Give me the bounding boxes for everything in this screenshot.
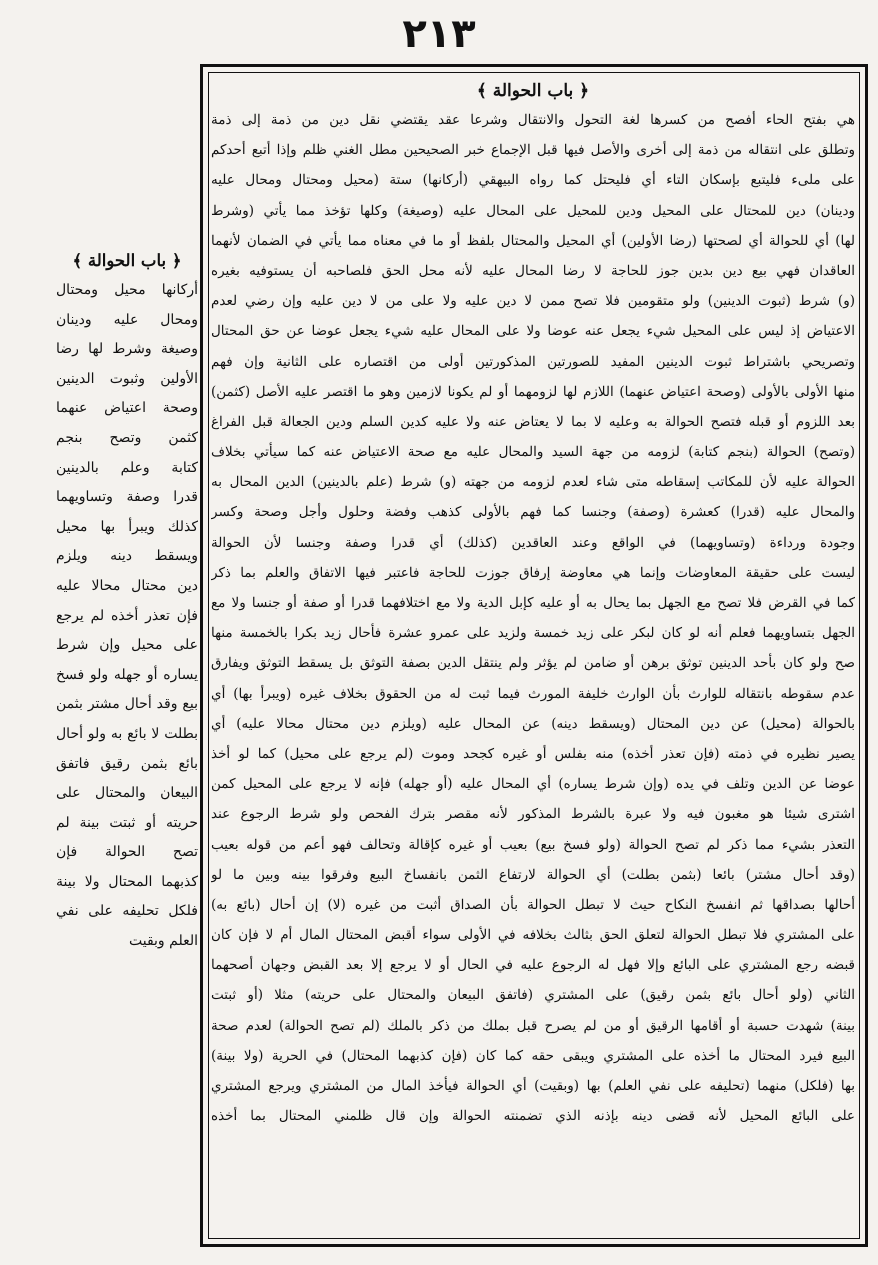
main-text-line: اشترى شيئا هو مغبون فيه ولا عبرة بالشرط المذكور لأنه مقصر بترك الفحص ولو شرط الرجوع عند bbox=[211, 806, 855, 823]
main-text-line: كما في القرض فلا تصح مع الجهل بما يحال به أو عليه كإبل الدية ولا مع اختلافهما قدرا أو صفة أو جنسا ولا مع bbox=[211, 595, 855, 611]
margin-text-line: يساره أو جهله ولو فسخ bbox=[56, 666, 198, 683]
main-text-line: وتطلق على انتقاله من ذمة إلى أخرى والأصل فيها قبل الإجماع خبر الصحيحين مطل الغني ظلم وإذا أتبع أحدكم bbox=[211, 142, 855, 159]
margin-text-line: البيعان والمحتال على bbox=[56, 785, 198, 802]
main-text-line: (وتصح) الحوالة (بنجم كتابة) لزومه من جهة السيد والمحال عليه مع صحة الاعتياض عنه كما سيأتي بخلاف bbox=[211, 444, 855, 461]
margin-text-line: بطلت لا بائع به ولو أحال bbox=[56, 725, 198, 742]
main-text-line: الجهل بتساويهما فعلم أنه لو كان لبكر على زيد خمسة ولزيد على عمرو عشرة فأحال زيد بكرا بالخمسة منها bbox=[211, 625, 855, 642]
margin-text-line: كثمن وتصح بنجم bbox=[56, 429, 198, 446]
main-text-line: عوضا عن الدين وتلف في يده (وإن شرط يساره) أي المحال عليه (أو جهله) فإنه لا يرجع على المحيل كمن bbox=[211, 776, 855, 793]
main-text-line: بالحوالة (محيل) عن دين المحتال (ويسقط دينه) عن المحال عليه (ويلزم دين محتال محالا عليه) أي bbox=[211, 715, 855, 732]
main-text-line: الثاني (ولو أحال بائع بثمن رقيق) على المشتري (فاتفق البيعان والمحتال على حريته) مثلا (أو ثبتت bbox=[211, 987, 855, 1004]
margin-text-line: فإن تعذر أخذه لم يرجع bbox=[56, 607, 198, 624]
main-text-line: ليست على حقيقة المعاوضات وإنما هي معاوضة إرفاق جوزت للحاجة فاعتبر فيها الاتفاق والعلم بما ذكر bbox=[211, 564, 855, 581]
main-text-line: يصير نظيره في ذمته (فإن تعذر أخذه) منه بفلس أو غيره كجحد وموت (لم يرجع على محيل) كما لو أخذ bbox=[211, 745, 855, 762]
main-text-line: وتصريحي باشتراط ثبوت الدينين المفيد للصورتين المذكورتين أولى من اقتصاره على الثانية وإن فهم bbox=[211, 353, 855, 370]
margin-text-line: أركانها محيل ومحتال bbox=[56, 282, 198, 298]
main-text-line: الاعتياض إذ ليس على المحيل شيء يجعل عنه عوضا ولا على المحال عليه شيء يجعل عوضا عن حق المحتال bbox=[211, 323, 855, 340]
main-text-line: قبضه رجع المشتري على البائع وإلا فهل له الرجوع عليه في الحال أو لا يرجع إلا بعد القبض وجهان أصحهما bbox=[211, 957, 855, 974]
main-text-line: لها) أي للحوالة أي لصحتها (رضا الأولين) أي المحيل والمحتال بلفظ أو ما في معناه مما يأتي في الضمان لأنهما bbox=[211, 232, 855, 249]
main-text-line: والمحال عليه (قدرا) كعشرة (وصفة) وجنسا كما فهم بالأولى كذهب وفضة وحلول وأجل وصحة وكسر bbox=[211, 504, 855, 521]
margin-text-line: تصح الحوالة فإن bbox=[56, 844, 198, 861]
main-text-line: العاقدان فهي بيع دين بدين جوز للحاجة لا رضا المحال عليه لأنه محل الحق فلصاحبه أن يستوفيه بغيره bbox=[211, 262, 855, 279]
margin-text-line: فلكل تحليفه على نفي bbox=[56, 903, 198, 920]
main-text-body bbox=[211, 105, 855, 1131]
main-text-line: بينة) شهدت حسبة أو أقامها الرقيق أو من لم يصرح قبل بملك من ذكر بالملك (لم تصح الحوالة) لعدم صحة bbox=[211, 1017, 855, 1034]
margin-text-line: على محيل وإن شرط bbox=[56, 637, 198, 654]
main-text-line: على المشتري فلا تبطل الحوالة لتعلق الحق بثالث بخلافه في الأولى سواء أقبض المحتال المال أم لا فإن كان bbox=[211, 927, 855, 944]
margin-text-line: وصحة اعتياض عنهما bbox=[56, 400, 198, 417]
main-text-line: بعد اللزوم أو قبله فتصح الحوالة به وعليه لا بما لا يعتاض عنه ولا عليه كدين السلم ودين الجعالة قبل الفراغ bbox=[211, 413, 855, 430]
main-text-line: منها الأولى بالأولى (وصحة اعتياض عنهما) اللازم لها لزومهما أو لم يكونا لازمين وهو ما اقتصر عليه الأصل (كثمن) bbox=[211, 383, 855, 400]
main-text-line: على ملىء فليتبع بإسكان التاء أي فليحتل كما رواه البيهقي (أركانها) ستة (محيل ومحتال ومحال عليه bbox=[211, 172, 855, 189]
main-text-line: أحالها بصداقها ثم انفسخ النكاح حيث لا تبطل الحوالة بأن الصداق أثبت من غيره (لا) إن أحال (بائع به) bbox=[211, 896, 855, 913]
margin-text-line: قدرا وصفة وتساويهما bbox=[56, 489, 198, 506]
margin-text-line: كذلك ويبرأ بها محيل bbox=[56, 518, 198, 535]
main-text-line: وجودة ورداءة (وتساويهما) في الواقع وعند العاقدين (كذلك) أي قدرا وصفة وجنسا لأن الحوالة bbox=[211, 534, 855, 551]
margin-text-line: بائع بثمن رقيق فاتفق bbox=[56, 755, 198, 772]
main-text-line: عدم سقوطه بانتقاله للوارث بأن الوارث خليفة المورث فيما ثبت له من الحقوق بخلاف غيره (ويبرأ بها) أي bbox=[211, 685, 855, 702]
margin-text-line: العلم وبقيت bbox=[128, 933, 198, 950]
main-chapter-heading: ﴿ باب الحوالة ﴾ bbox=[476, 81, 590, 101]
main-text-line: صح ولو كان بأحد الدينين توثق برهن أو ضامن لم يؤثر ولم ينتقل الدين بصفة التوثق بل يسقط التوثق ويفارق bbox=[211, 655, 855, 672]
main-text-line: ودينان) دين للمحتال على المحيل ودين للمحيل على المحال عليه (وصيغة) وكلها تؤخذ مما يأتي (وشرط bbox=[211, 202, 855, 219]
margin-text-line: بيع وقد أحال مشتر بثمن bbox=[56, 696, 198, 713]
main-text-line: على البائع المحيل لأنه قضى دينه بإذنه الذي تضمنته الحوالة وإن قال ظلمني المحتال بما أخذه bbox=[211, 1108, 855, 1125]
main-text-line: هي بفتح الحاء أفصح من كسرها لغة التحول والانتقال وشرعا عقد يقتضي نقل دين من ذمة إلى ذمة bbox=[211, 112, 855, 128]
main-text-line: البيع فيرد المحتال ما أخذه على المشتري ويبقى حقه كما كان (فإن كذبهما المحتال) في الحرية (ولا بينة) bbox=[211, 1047, 855, 1064]
margin-chapter-heading: ﴿ باب الحوالة ﴾ bbox=[72, 251, 182, 270]
page-number: ٢١٣ bbox=[402, 11, 476, 57]
margin-text-line: ويسقط دينه ويلزم bbox=[56, 548, 198, 565]
main-text-line: التعذر بشيء مما ذكر لم تصح الحوالة (ولو فسخ بيع) بعيب أو غيره كإقالة وتحالف فهو أعم من قوله بعيب bbox=[211, 836, 855, 853]
main-text-line: بها (فلكل) منهما (تحليفه على نفي العلم) بها (وبقيت) أي الحوالة فيأخذ المال من المشتري ويرجع المشتري bbox=[211, 1078, 855, 1094]
margin-text-line: حريته أو ثبتت بينة لم bbox=[56, 814, 198, 831]
margin-text-line: كتابة وعلم بالدينين bbox=[56, 459, 198, 476]
margin-text-line: ومحال عليه ودينان bbox=[56, 311, 198, 328]
margin-text-line: كذبهما المحتال ولا بينة bbox=[56, 873, 198, 890]
main-text-line: الحوالة عليه لأن للمكاتب إسقاطه متى شاء لعدم لزومه من جهته (و) شرط (علم بالدينين) الدين المحال به bbox=[211, 474, 855, 491]
margin-text-body bbox=[56, 276, 198, 957]
main-text-line: (و) شرط (ثبوت الدينين) ولو متقومين فلا تصح ممن لا دين عليه ولا على من لا دين عليه وإن رضي لعدم bbox=[211, 293, 855, 310]
main-text-line: (وقد أحال مشتر) بائعا (بثمن بطلت) أي الحوالة لارتفاع الثمن بانفساخ البيع وفرقوا بينه وبين ما لو bbox=[211, 866, 855, 883]
margin-text-line: الأولين وثبوت الدينين bbox=[56, 370, 198, 387]
margin-text-line: وصيغة وشرط لها رضا bbox=[56, 341, 198, 358]
margin-text-line: دين محتال محالا عليه bbox=[56, 577, 198, 594]
